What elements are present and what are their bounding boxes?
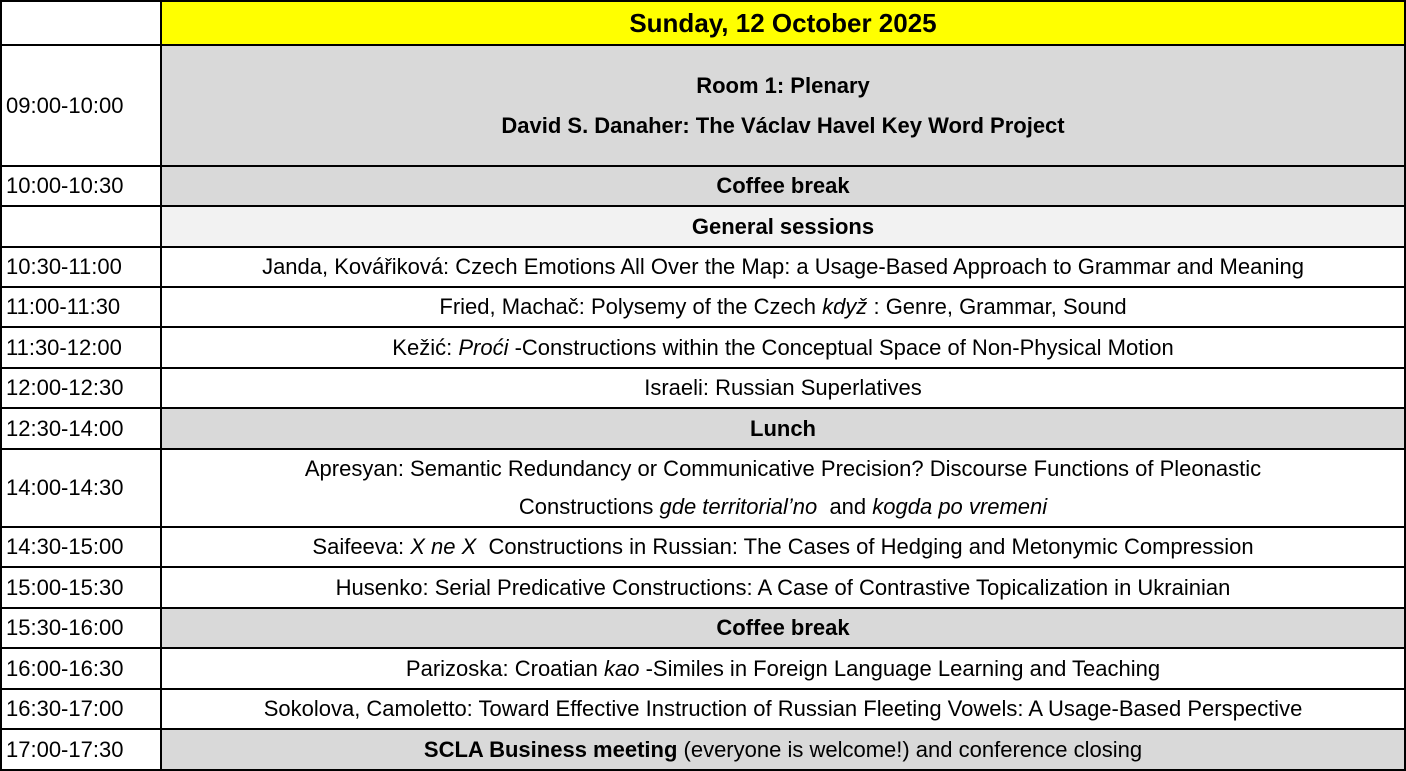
time-cell: 10:30-11:00 — [1, 247, 161, 287]
session-text: Apresyan: Semantic Redundancy or Communicative Precision? Discourse Functions of Pleonastic — [304, 456, 1262, 481]
session-italic: kao — [604, 655, 640, 681]
session-text: and — [817, 494, 873, 519]
plenary-talk: David S. Danaher: The Václav Havel Key Word Project — [501, 112, 1065, 138]
table-row — [1, 166, 1405, 206]
session-italic: kogda po vremeni — [872, 494, 1048, 519]
session-italic: X ne X — [410, 534, 477, 559]
session-cell — [161, 527, 1405, 567]
session-italic: když — [822, 294, 868, 319]
table-row — [1, 648, 1405, 689]
coffee-break-cell: Coffee break — [161, 608, 1405, 648]
session-text: Parizoska: Croatian — [405, 655, 604, 681]
session-text: : Genre, Grammar, Sound — [867, 294, 1127, 319]
plenary-room: Room 1: Plenary — [696, 72, 870, 98]
session-cell: Sokolova, Camoletto: Toward Effective Instruction of Russian Fleeting Vowels: A Usage-Based Perspective — [161, 689, 1405, 729]
time-cell: 11:30-12:00 — [1, 327, 161, 368]
session-text: -Similes in Foreign Language Learning and Teaching — [639, 655, 1161, 681]
table-row — [1, 449, 1405, 527]
time-cell: 12:30-14:00 — [1, 408, 161, 449]
time-cell: 15:30-16:00 — [1, 608, 161, 648]
session-text: Constructions — [518, 494, 660, 519]
general-sessions-cell: General sessions — [161, 206, 1405, 247]
time-cell: 09:00-10:00 — [1, 45, 161, 166]
session-cell — [161, 327, 1405, 368]
table-row — [1, 368, 1405, 408]
table-row — [1, 206, 1405, 247]
session-cell: Israeli: Russian Superlatives — [161, 368, 1405, 408]
session-cell: Husenko: Serial Predicative Constructions: A Case of Contrastive Topicalization in Ukrainian — [161, 567, 1405, 608]
time-cell: 16:00-16:30 — [1, 648, 161, 689]
lunch-cell: Lunch — [161, 408, 1405, 449]
table-row — [1, 327, 1405, 368]
session-text: Kežić: — [392, 334, 459, 360]
time-cell: 10:00-10:30 — [1, 166, 161, 206]
table-row — [1, 247, 1405, 287]
coffee-break-cell: Coffee break — [161, 166, 1405, 206]
session-text: Constructions in Russian: The Cases of Hedging and Metonymic Compression — [476, 534, 1254, 559]
table-row — [1, 45, 1405, 166]
table-row — [1, 408, 1405, 449]
time-cell: 12:00-12:30 — [1, 368, 161, 408]
time-cell: 14:00-14:30 — [1, 449, 161, 527]
session-italic: gde territorial’no — [659, 494, 818, 519]
session-text: -Constructions within the Conceptual Space of Non-Physical Motion — [508, 334, 1174, 360]
corner-cell — [1, 1, 161, 45]
time-cell — [1, 206, 161, 247]
plenary-cell — [161, 45, 1405, 166]
closing-text: (everyone is welcome!) and conference closing — [677, 736, 1143, 762]
business-meeting-label: SCLA Business meeting — [423, 736, 678, 762]
session-cell: Janda, Kovářiková: Czech Emotions All Over the Map: a Usage-Based Approach to Grammar and Meaning — [161, 247, 1405, 287]
session-cell — [161, 648, 1405, 689]
time-cell: 17:00-17:30 — [1, 729, 161, 770]
session-text: Saifeeva: — [312, 534, 411, 559]
session-cell — [161, 449, 1405, 527]
table-row — [1, 287, 1405, 327]
session-line2 — [166, 488, 1400, 526]
session-italic: Proći — [458, 334, 509, 360]
time-cell: 15:00-15:30 — [1, 567, 161, 608]
time-cell: 16:30-17:00 — [1, 689, 161, 729]
time-cell: 11:00-11:30 — [1, 287, 161, 327]
table-row — [1, 608, 1405, 648]
session-cell — [161, 287, 1405, 327]
table-row — [1, 527, 1405, 567]
table-row — [1, 567, 1405, 608]
session-text: Fried, Machač: Polysemy of the Czech — [439, 294, 823, 319]
time-cell: 14:30-15:00 — [1, 527, 161, 567]
date-header: Sunday, 12 October 2025 — [161, 1, 1405, 45]
table-row — [1, 689, 1405, 729]
